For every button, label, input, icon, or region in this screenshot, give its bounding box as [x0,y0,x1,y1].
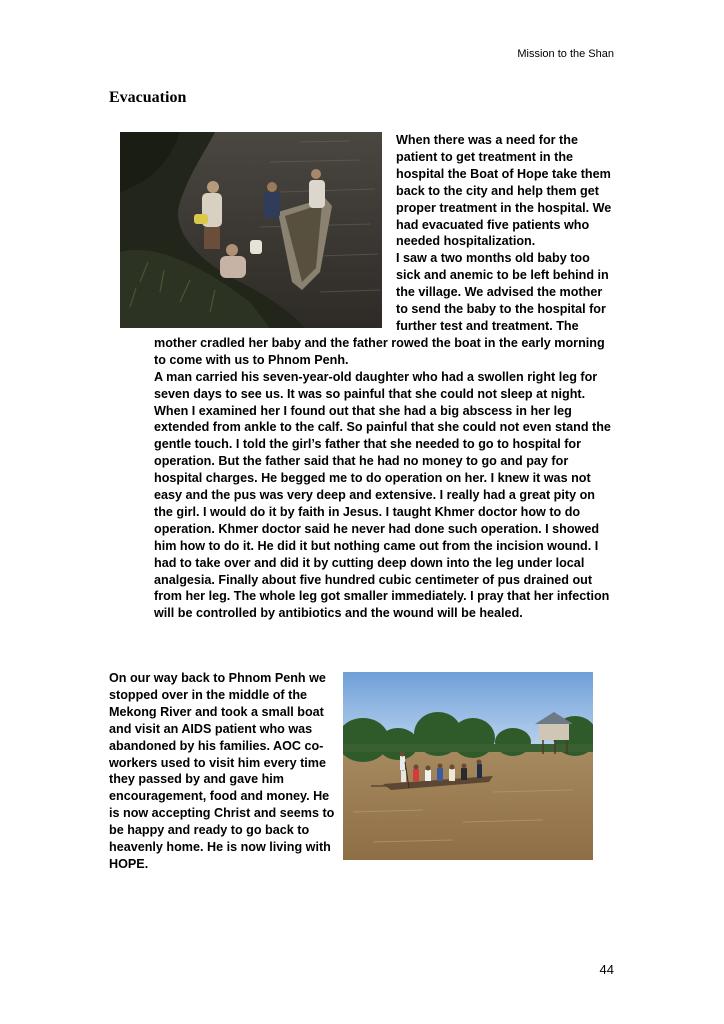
mekong-river-boat-photo [343,672,593,860]
paragraph-aids-patient: On our way back to Phnom Penh we stopped over in the middle of the Mekong River and took a small boat and visit an AIDS patient who was abandoned by his families. AOC co-workers used to visit him every time they passed by and gave him encouragement, food and money. He is now accepting Christ and seems to be happy and ready to go back to heavenly home. He is now living with HOPE. [109,671,335,871]
evacuation-text-block [109,132,614,622]
paragraph-evacuation-intro: When there was a need for the patient to get treatment in the hospital the Boat of Hope take them back to the city and help them get proper treatment in the hospital. We had evacuated five patients who needed hospitalization. [396,133,612,249]
page-number: 44 [599,962,614,977]
paragraph-abscess-operation: A man carried his seven-year-old daughter who had a swollen right leg for seven days to see us. It was so painful that she could not sleep at night. When I examined her I found out that she had a big abscess in her leg extended from ankle to the calf. So painful that she could not even stand the gentle touch. I told the girl’s father that she needed to go to hospital for operation. But the father said that he had no money to go and pay for hospital charges. He begged me to do operation on her. I knew it was not easy and the pus was very deep and extensive. I really had a great pity on the girl. I would do it by faith in Jesus. I taught Khmer doctor how to do operation. Khmer doctor said he never had done such operation. I showed him how to do it. He did it but nothing came out from the incision wound. I had to take over and did it by cutting deep down into the leg under local analgesia. Finally about five hundred cubic centimeter of pus drained out from her leg. The whole leg got smaller immediately. I pray that her infection will be controlled by antibiotics and the wound will be healed. [154,369,611,621]
riverbank-boat-photo [120,132,382,328]
running-header: Mission to the Shan [517,48,614,60]
paragraph-sick-baby: I saw a two months old baby too sick and anemic to be left behind in the village. We advised the mother to send the baby to the hospital for further test and treatment. The mother cradled her baby and the father rowed the boat in the early morning to come with us to Phnom Penh. [154,251,609,367]
aids-patient-text-block [109,670,614,873]
section-title: Evacuation [109,89,187,106]
